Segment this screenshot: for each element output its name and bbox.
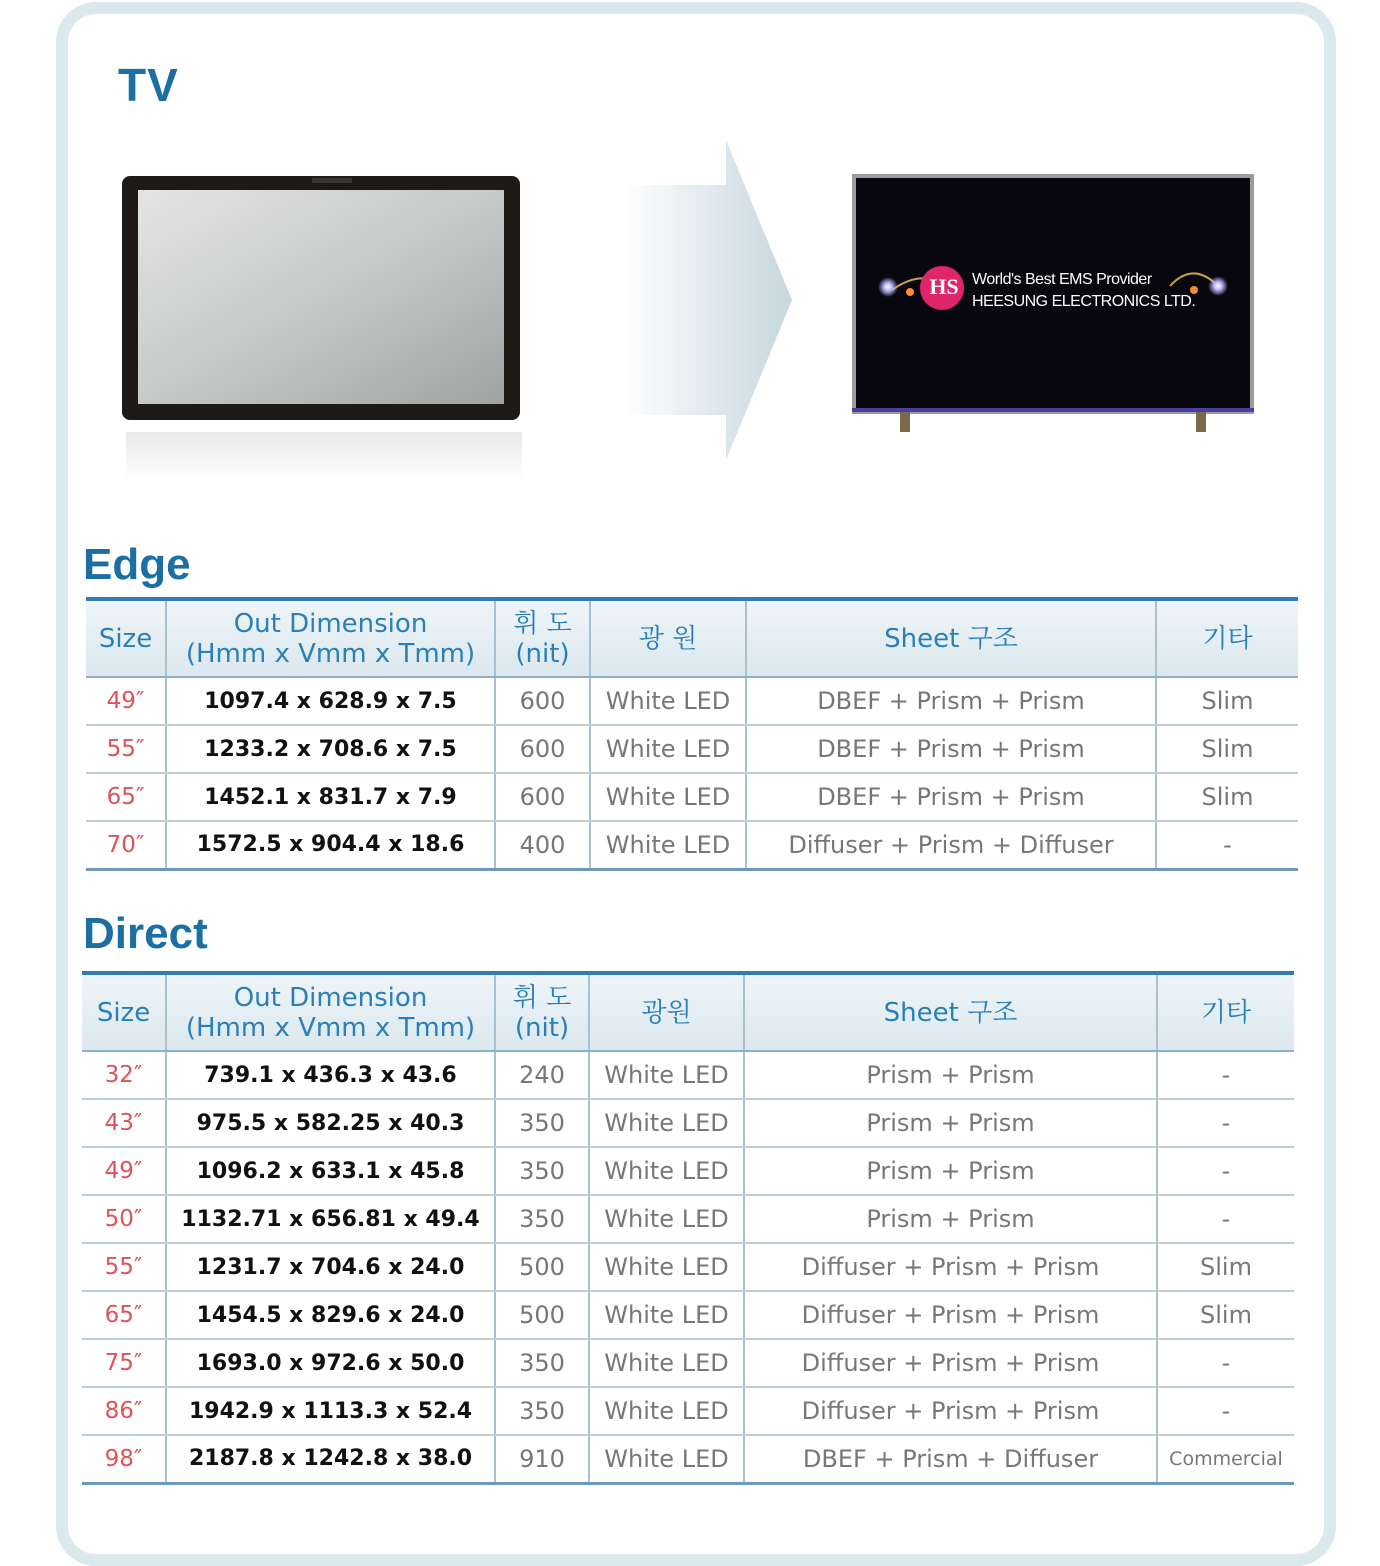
table-row — [82, 1051, 1294, 1099]
cell-size: 70″ — [86, 821, 166, 869]
cell-light-source: White LED — [590, 677, 746, 725]
header-size: Size — [82, 973, 166, 1051]
cell-brightness: 600 — [495, 677, 590, 725]
cell-sheet: Prism + Prism — [744, 1099, 1157, 1147]
header-light-source: 광원 — [589, 973, 744, 1051]
cell-sheet: Diffuser + Prism + Prism — [744, 1291, 1157, 1339]
cell-dimension: 739.1 x 436.3 x 43.6 — [166, 1051, 495, 1099]
cell-brightness: 240 — [495, 1051, 589, 1099]
cell-brightness: 350 — [495, 1147, 589, 1195]
cell-etc: Slim — [1156, 677, 1298, 725]
cell-light-source: White LED — [589, 1339, 744, 1387]
header-dimension — [166, 973, 495, 1051]
tv-logo: HS — [929, 274, 959, 299]
cell-etc: Slim — [1156, 725, 1298, 773]
cell-dimension: 2187.8 x 1242.8 x 38.0 — [166, 1435, 495, 1483]
cell-light-source: White LED — [590, 773, 746, 821]
cell-sheet: Prism + Prism — [744, 1051, 1157, 1099]
table-header-row — [82, 973, 1294, 1051]
cell-size: 49″ — [82, 1147, 166, 1195]
cell-size: 86″ — [82, 1387, 166, 1435]
header-brightness — [495, 973, 589, 1051]
cell-etc: Slim — [1156, 773, 1298, 821]
cell-brightness: 350 — [495, 1339, 589, 1387]
header-sheet: Sheet 구조 — [746, 599, 1156, 677]
table-row — [82, 1387, 1294, 1435]
cell-sheet: Diffuser + Prism + Diffuser — [746, 821, 1156, 869]
header-dimension-line2: (Hmm x Vmm x Tmm) — [185, 638, 476, 669]
cell-light-source: White LED — [589, 1051, 744, 1099]
cell-dimension: 1231.7 x 704.6 x 24.0 — [166, 1243, 495, 1291]
tv-banner-line2: HEESUNG ELECTRONICS LTD. — [972, 293, 1196, 310]
cell-light-source: White LED — [589, 1195, 744, 1243]
cell-light-source: White LED — [590, 725, 746, 773]
cell-size: 98″ — [82, 1435, 166, 1483]
cell-dimension: 1132.71 x 656.81 x 49.4 — [166, 1195, 495, 1243]
cell-etc: - — [1157, 1195, 1294, 1243]
cell-dimension: 1452.1 x 831.7 x 7.9 — [166, 773, 495, 821]
panel-reflection — [126, 432, 522, 482]
cell-dimension: 1572.5 x 904.4 x 18.6 — [166, 821, 495, 869]
table-row — [86, 773, 1298, 821]
cell-brightness: 400 — [495, 821, 590, 869]
cell-size: 55″ — [86, 725, 166, 773]
cell-dimension: 1454.5 x 829.6 x 24.0 — [166, 1291, 495, 1339]
cell-brightness: 600 — [495, 725, 590, 773]
cell-size: 75″ — [82, 1339, 166, 1387]
table-row — [82, 1291, 1294, 1339]
cell-brightness: 500 — [495, 1291, 589, 1339]
cell-sheet: Diffuser + Prism + Prism — [744, 1339, 1157, 1387]
arrow-right-icon — [620, 140, 800, 470]
header-dimension-line1: Out Dimension — [233, 608, 428, 639]
cell-dimension: 1233.2 x 708.6 x 7.5 — [166, 725, 495, 773]
cell-sheet: DBEF + Prism + Prism — [746, 677, 1156, 725]
header-light-source: 광 원 — [590, 599, 746, 677]
cell-sheet: Diffuser + Prism + Prism — [744, 1243, 1157, 1291]
edge-section-title: Edge — [83, 540, 191, 589]
cell-light-source: White LED — [589, 1435, 744, 1483]
header-brightness-line1: 휘 도 — [513, 608, 572, 639]
header-etc: 기타 — [1156, 599, 1298, 677]
table-row — [82, 1243, 1294, 1291]
cell-size: 50″ — [82, 1195, 166, 1243]
cell-etc: - — [1157, 1387, 1294, 1435]
table-row — [86, 725, 1298, 773]
edge-spec-table — [86, 597, 1298, 871]
cell-sheet: Diffuser + Prism + Prism — [744, 1387, 1157, 1435]
cell-light-source: White LED — [589, 1387, 744, 1435]
cell-etc: - — [1157, 1339, 1294, 1387]
cell-size: 49″ — [86, 677, 166, 725]
header-size: Size — [86, 599, 166, 677]
cell-sheet: DBEF + Prism + Prism — [746, 725, 1156, 773]
cell-dimension: 1096.2 x 633.1 x 45.8 — [166, 1147, 495, 1195]
header-brightness-line2: (nit) — [515, 638, 570, 669]
cell-size: 32″ — [82, 1051, 166, 1099]
cell-light-source: White LED — [589, 1099, 744, 1147]
cell-dimension: 975.5 x 582.25 x 40.3 — [166, 1099, 495, 1147]
cell-etc: - — [1157, 1051, 1294, 1099]
cell-sheet: Prism + Prism — [744, 1147, 1157, 1195]
cell-sheet: DBEF + Prism + Diffuser — [744, 1435, 1157, 1483]
cell-etc: - — [1156, 821, 1298, 869]
header-brightness-line2: (nit) — [514, 1012, 570, 1043]
cell-brightness: 350 — [495, 1195, 589, 1243]
table-row — [86, 821, 1298, 869]
cell-etc: Slim — [1157, 1291, 1294, 1339]
table-row — [82, 1099, 1294, 1147]
cell-brightness: 350 — [495, 1387, 589, 1435]
cell-light-source: White LED — [589, 1147, 744, 1195]
cell-dimension: 1942.9 x 1113.3 x 52.4 — [166, 1387, 495, 1435]
cell-size: 55″ — [82, 1243, 166, 1291]
cell-size: 43″ — [82, 1099, 166, 1147]
cell-brightness: 350 — [495, 1099, 589, 1147]
cell-size: 65″ — [86, 773, 166, 821]
header-brightness-line1: 휘 도 — [512, 982, 572, 1013]
cell-brightness: 600 — [495, 773, 590, 821]
cell-size: 65″ — [82, 1291, 166, 1339]
cell-dimension: 1693.0 x 972.6 x 50.0 — [166, 1339, 495, 1387]
header-etc: 기타 — [1157, 973, 1294, 1051]
header-dimension — [166, 599, 495, 677]
page-title: TV — [118, 59, 179, 111]
cell-etc: - — [1157, 1099, 1294, 1147]
header-dimension-line1: Out Dimension — [233, 982, 428, 1013]
cell-etc: Slim — [1157, 1243, 1294, 1291]
table-row — [86, 677, 1298, 725]
cell-light-source: White LED — [589, 1291, 744, 1339]
cell-brightness: 500 — [495, 1243, 589, 1291]
table-row — [82, 1195, 1294, 1243]
direct-section-title: Direct — [83, 909, 208, 958]
lcd-panel-image — [122, 176, 520, 420]
table-row — [82, 1147, 1294, 1195]
table-header-row — [86, 599, 1298, 677]
cell-sheet: DBEF + Prism + Prism — [746, 773, 1156, 821]
table-row — [82, 1339, 1294, 1387]
header-brightness — [495, 599, 590, 677]
header-sheet: Sheet 구조 — [744, 973, 1157, 1051]
cell-dimension: 1097.4 x 628.9 x 7.5 — [166, 677, 495, 725]
direct-spec-table — [82, 971, 1294, 1485]
cell-etc: Commercial — [1157, 1435, 1294, 1483]
cell-etc: - — [1157, 1147, 1294, 1195]
cell-light-source: White LED — [589, 1243, 744, 1291]
cell-sheet: Prism + Prism — [744, 1195, 1157, 1243]
cell-light-source: White LED — [590, 821, 746, 869]
header-dimension-line2: (Hmm x Vmm x Tmm) — [185, 1012, 476, 1043]
cell-brightness: 910 — [495, 1435, 589, 1483]
tv-banner-line1: World's Best EMS Provider — [972, 271, 1152, 288]
table-row — [82, 1435, 1294, 1483]
